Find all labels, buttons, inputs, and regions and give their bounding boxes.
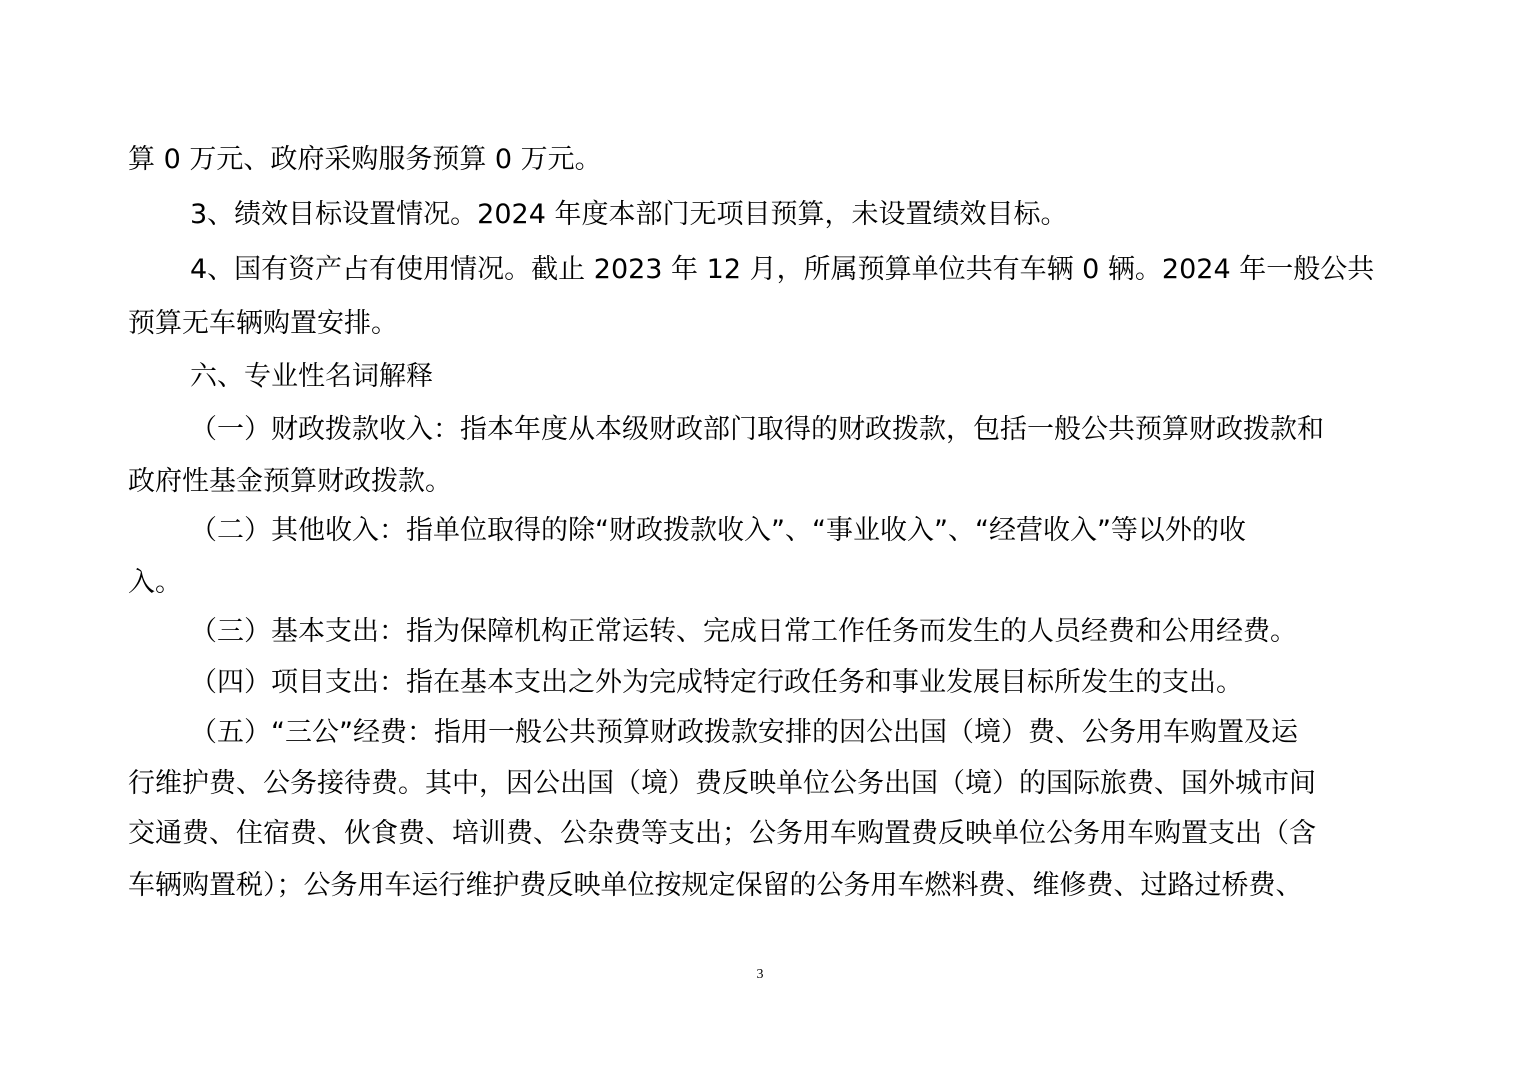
text-line-13: 行维护费、公务接待费。其中，因公出国（境）费反映单位公务出国（境）的国际旅费、国外城市间 (128, 768, 1316, 799)
text-line-6: （一）财政拨款收入：指本年度从本级财政部门取得的财政拨款，包括一般公共预算财政拨款和 (190, 414, 1324, 445)
text-line-12: （五）“三公”经费：指用一般公共预算财政拨款安排的因公出国（境）费、公务用车购置及运 (190, 717, 1298, 748)
text-line-10: （三）基本支出：指为保障机构正常运转、完成日常工作任务而发生的人员经费和公用经费。 (190, 616, 1297, 647)
text-line-3: 4、国有资产占有使用情况。截止 2023 年 12 月，所属预算单位共有车辆 0 辆。2024 年一般公共 (190, 254, 1375, 285)
text-line-2: 3、绩效目标设置情况。2024 年度本部门无项目预算，未设置绩效目标。 (190, 199, 1068, 230)
page-number: 3 (756, 967, 764, 982)
text-line-9: 入。 (128, 567, 182, 598)
text-line-11: （四）项目支出：指在基本支出之外为完成特定行政任务和事业发展目标所发生的支出。 (190, 667, 1243, 698)
text-line-4: 预算无车辆购置安排。 (128, 308, 398, 339)
text-line-14: 交通费、住宿费、伙食费、培训费、公杂费等支出；公务用车购置费反映单位公务用车购置支出（含 (128, 818, 1316, 849)
text-line-7: 政府性基金预算财政拨款。 (128, 466, 452, 497)
text-line-15: 车辆购置税）；公务用车运行维护费反映单位按规定保留的公务用车燃料费、维修费、过路过桥费、 (128, 870, 1303, 901)
section-heading: 六、专业性名词解释 (190, 361, 433, 392)
text-line-8: （二）其他收入：指单位取得的除“财政拨款收入”、“事业收入”、“经营收入”等以外的收 (190, 515, 1246, 546)
text-line-1: 算 0 万元、政府采购服务预算 0 万元。 (128, 144, 602, 175)
